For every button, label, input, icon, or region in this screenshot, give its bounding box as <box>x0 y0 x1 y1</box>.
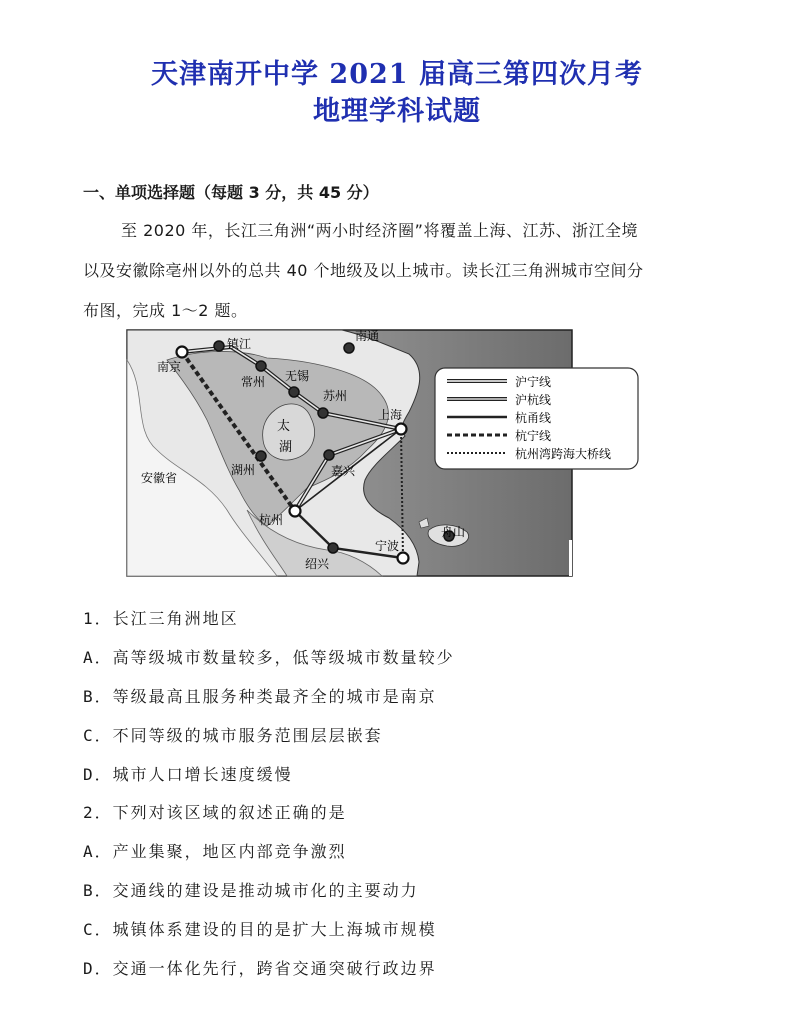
svg-text:上海: 上海 <box>378 408 403 422</box>
intro-line-3: 布图，完成 1～2 题。 <box>83 301 248 320</box>
question-2-option-b: B．交通线的建设是推动城市化的主要动力 <box>83 881 419 900</box>
province-anhui-label: 安徽省 <box>141 471 178 485</box>
question-2-option-d: D．交通一体化先行，跨省交通突破行政边界 <box>83 959 437 978</box>
question-1-stem: 1．长江三角洲地区 <box>83 609 239 628</box>
svg-text:杭宁线: 杭宁线 <box>515 429 552 443</box>
svg-text:湖州: 湖州 <box>231 463 256 477</box>
svg-text:南京: 南京 <box>157 360 182 374</box>
svg-text:杭甬线: 杭甬线 <box>515 411 552 425</box>
svg-text:杭州: 杭州 <box>259 513 284 527</box>
svg-text:沪宁线: 沪宁线 <box>515 375 552 389</box>
svg-text:无锡: 无锡 <box>285 369 310 383</box>
question-2-option-a: A．产业集聚，地区内部竞争激烈 <box>83 842 347 861</box>
question-1-option-a: A．高等级城市数量较多，低等级城市数量较少 <box>83 648 455 667</box>
svg-text:宁波: 宁波 <box>375 539 400 553</box>
title-line-2: 地理学科试题 <box>313 96 481 127</box>
svg-text:舟山: 舟山 <box>441 525 466 539</box>
map-legend <box>435 368 638 469</box>
question-1-option-b: B．等级最高且服务种类最齐全的城市是南京 <box>83 687 437 706</box>
title-line-1: 天津南开中学 2021 届高三第四次月考 <box>151 59 643 90</box>
intro-paragraph <box>83 211 715 331</box>
yangtze-delta-map <box>127 329 612 576</box>
svg-text:杭州湾跨海大桥线: 杭州湾跨海大桥线 <box>515 447 612 461</box>
question-1-option-d: D．城市人口增长速度缓慢 <box>83 765 293 784</box>
lake-taihu-label-2: 湖 <box>279 440 293 455</box>
svg-text:嘉兴: 嘉兴 <box>331 464 356 478</box>
svg-text:苏州: 苏州 <box>323 389 348 403</box>
city-zhoushan <box>441 525 465 541</box>
question-1-option-c: C．不同等级的城市服务范围层层嵌套 <box>83 726 383 745</box>
section-heading: 一、单项选择题（每题 3 分，共 45 分） <box>83 183 379 202</box>
svg-text:绍兴: 绍兴 <box>305 557 330 571</box>
svg-text:常州: 常州 <box>241 375 266 389</box>
intro-line-2: 以及安徽除亳州以外的总共 40 个地级及以上城市。读长江三角洲城市空间分 <box>83 261 644 280</box>
question-2-stem: 2．下列对该区域的叙述正确的是 <box>83 803 347 822</box>
svg-text:镇江: 镇江 <box>227 337 252 351</box>
intro-line-1: 至 2020 年，长江三角洲“两小时经济圈”将覆盖上海、江苏、浙江全境 <box>121 221 638 240</box>
lake-taihu-label-1: 太 <box>277 419 291 434</box>
svg-text:沪杭线: 沪杭线 <box>515 393 552 407</box>
question-2-option-c: C．城镇体系建设的目的是扩大上海城市规模 <box>83 920 437 939</box>
svg-text:南通: 南通 <box>355 329 380 343</box>
